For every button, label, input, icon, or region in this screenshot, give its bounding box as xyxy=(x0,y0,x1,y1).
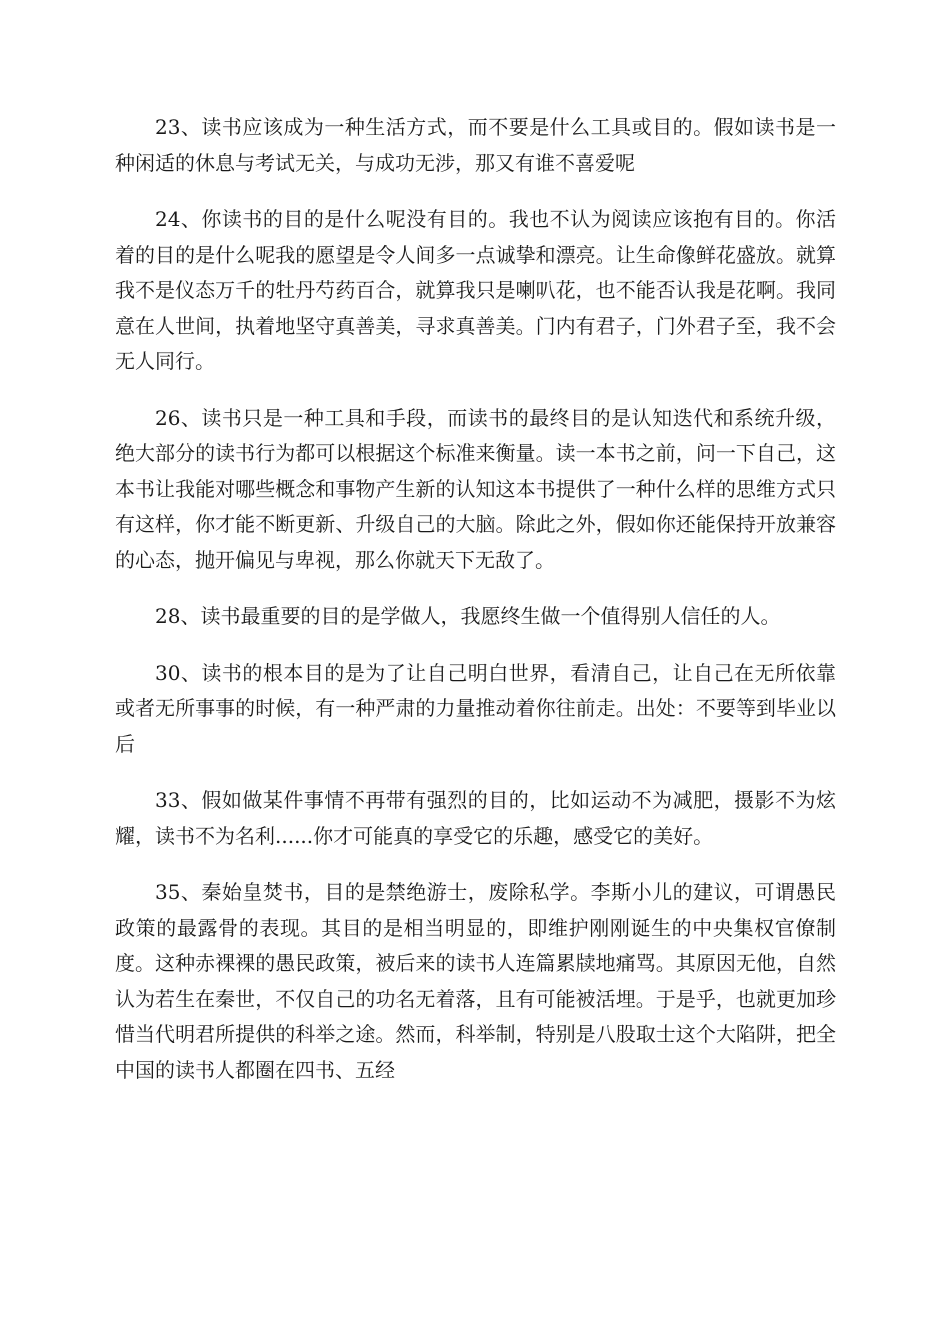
document-body xyxy=(115,110,836,1109)
paragraph-26: 26、读书只是一种工具和手段，而读书的最终目的是认知迭代和系统升级，绝大部分的读书行为都可以根据这个标准来衡量。读一本书之前，问一下自己，这本书让我能对哪些概念和事物产生新的认知这本书提供了一种什么样的思维方式只有这样，你才能不断更新、升级自己的大脑。除此之外，假如你还能保持开放兼容的心态，抛开偏见与卑视，那么你就天下无敌了。 xyxy=(115,405,836,572)
paragraph-23: 23、读书应该成为一种生活方式，而不要是什么工具或目的。假如读书是一种闲适的休息与考试无关，与成功无涉，那又有谁不喜爱呢 xyxy=(115,115,836,175)
paragraph-35: 35、秦始皇焚书，目的是禁绝游士，废除私学。李斯小儿的建议，可谓愚民政策的最露骨的表现。其目的是相当明显的，即维护刚刚诞生的中央集权官僚制度。这种赤裸裸的愚民政策，被后来的读书人连篇累牍地痛骂。其原因无他，自然认为若生在秦世，不仅自己的功名无着落，且有可能被活埋。于是乎，也就更加珍惜当代明君所提供的科举之途。然而，科举制，特别是八股取士这个大陷阱，把全中国的读书人都圈在四书、五经 xyxy=(115,880,836,1082)
paragraph-28: 28、读书最重要的目的是学做人，我愿终生做一个值得别人信任的人。 xyxy=(155,604,781,628)
paragraph-30: 30、读书的根本目的是为了让自己明白世界，看清自己，让自己在无所依靠或者无所事事的时候，有一种严肃的力量推动着你往前走。出处：不要等到毕业以后 xyxy=(115,660,836,756)
paragraph-24: 24、你读书的目的是什么呢没有目的。我也不认为阅读应该抱有目的。你活着的目的是什么呢我的愿望是令人间多一点诚挚和漂亮。让生命像鲜花盛放。就算我不是仪态万千的牡丹芍药百合，就算我只是喇叭花，也不能否认我是花啊。我同意在人世间，执着地坚守真善美，寻求真善美。门内有君子，门外君子至，我不会无人同行。 xyxy=(115,207,836,373)
paragraph-33: 33、假如做某件事情不再带有强烈的目的，比如运动不为减肥，摄影不为炫耀，读书不为名利......你才可能真的享受它的乐趣，感受它的美好。 xyxy=(115,788,836,848)
